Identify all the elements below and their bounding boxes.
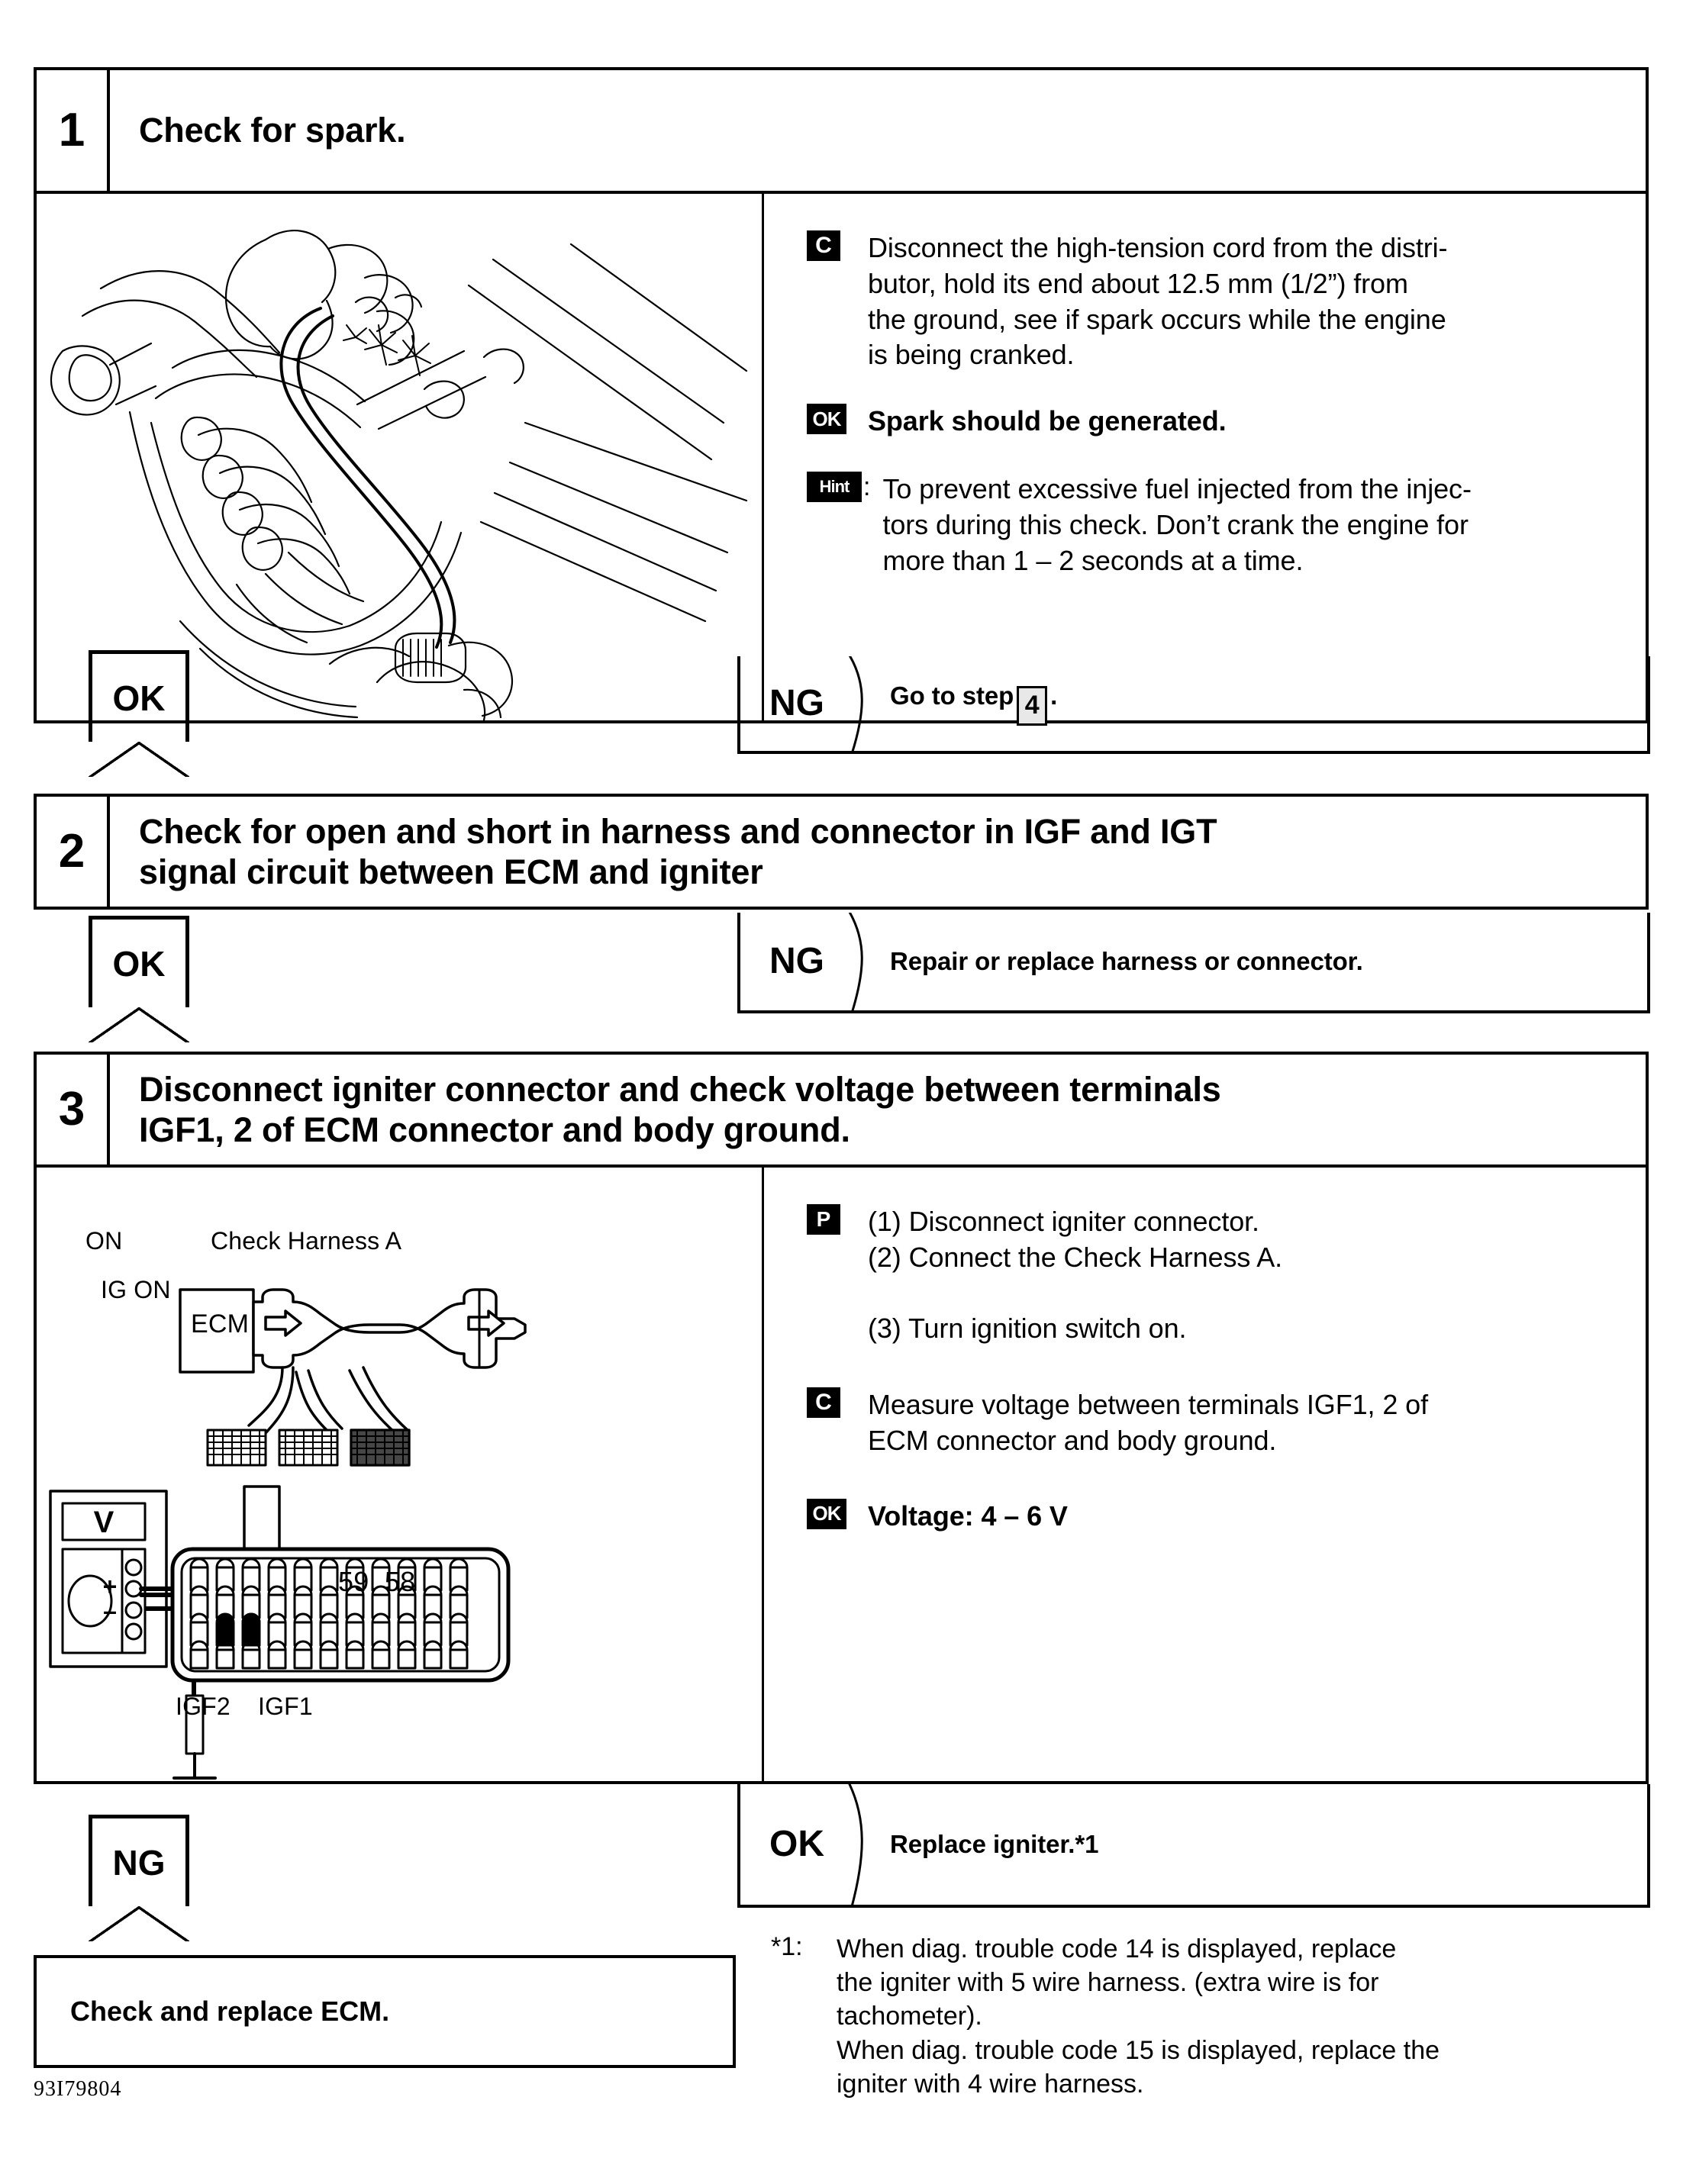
hint-colon: : [863,472,871,501]
footnote-line-3: tachometer). [837,2002,982,2031]
instruction-check-text [868,230,1616,373]
label-terminal-igf1: IGF1 [258,1693,313,1720]
step-2-ng-label: NG [769,941,824,981]
step-1-ng-action-prefix: Go to step [890,681,1014,710]
step-1-title-line-1: Check for spark. [139,111,406,150]
procedure-ok-voltage: Voltage: 4 – 6 V [868,1499,1068,1532]
step-2-ng-branch [737,913,1650,1013]
step-3-diagram-cell [37,1168,762,1781]
label-ig-on: IG ON [101,1276,171,1303]
branch-brace-icon [843,913,882,1010]
step-1-header [37,70,1646,194]
step-3-number: 3 [37,1055,110,1164]
step-1-ng-branch [737,656,1650,754]
step-3-title-line-1: Disconnect igniter connector and check voltage between terminals [139,1069,1221,1109]
procedure-row-p [807,1204,1616,1276]
tag-hint-icon: Hint [807,472,862,502]
step-1-number: 1 [37,70,110,191]
label-connector-ref-pins: 59, 58 [338,1566,416,1597]
instruction-hint-line-2: tors during this check. Don’t crank the engine for [882,508,1469,540]
footnote-line-5: igniter with 4 wire harness. [837,2069,1144,2099]
footnote-block [771,1932,1649,2101]
procedure-steps-text [868,1204,1282,1276]
step-3-ng-pentagon: NG [89,1815,189,1906]
step-2-ok-pentagon: OK [89,916,189,1007]
footnote-line-1: When diag. trouble code 14 is displayed, replace [837,1934,1397,1963]
procedure-item-3: (3) Turn ignition switch on. [868,1312,1187,1344]
step-3-body [37,1168,1646,1781]
step-2-bottom-rule [34,907,1649,910]
footnote-text [837,1932,1646,2101]
procedure-row-3 [807,1311,1616,1347]
instruction-hint-line-1: To prevent excessive fuel injected from the injec- [882,472,1472,504]
step-2-title-line-1: Check for open and short in harness and connector in IGF and IGT [139,811,1217,851]
instruction-check-line-4: is being cranked. [868,339,1075,371]
label-ecm: ECM [191,1309,250,1338]
step-3-procedure-cell [762,1168,1646,1781]
step-2-block [34,794,1649,910]
step-3-ok-label: OK [769,1824,824,1864]
procedure-row-c [807,1387,1616,1459]
result-box-label: Check and replace ECM. [70,1996,390,2027]
goto-step-box[interactable]: 4 [1017,686,1047,726]
footnote-line-4: When diag. trouble code 15 is displayed, replace the [837,2035,1440,2065]
step-3-title-line-2: IGF1, 2 of ECM connector and body ground. [139,1110,850,1149]
step-3-title [110,1055,1646,1164]
tag-c-icon: C [807,230,840,261]
result-box-check-replace-ecm [34,1955,736,2068]
procedure-row-ok [807,1499,1616,1535]
step-1-illustration-cell [37,194,762,720]
footnote-mark: *1: [771,1932,803,1961]
step-2-title [110,797,1646,907]
procedure-item-1: (1) Disconnect igniter connector. [868,1206,1259,1237]
step-3-ok-action: Replace igniter.*1 [890,1830,1099,1858]
instruction-check-line-3: the ground, see if spark occurs while the engine [868,303,1446,335]
svg-text:+: + [102,1573,118,1600]
procedure-measure-text [868,1387,1616,1459]
tag-ok-icon: OK [807,404,846,434]
step-1-ok-pentagon: OK [89,650,189,742]
branch-brace-icon [843,1784,882,1905]
step-2-ng-action: Repair or replace harness or connector. [890,947,1363,975]
step-1-block [34,67,1649,723]
step-1-ng-label: NG [769,683,824,723]
step-3-ok-branch [737,1784,1650,1908]
instruction-check-line-1: Disconnect the high-tension cord from the distri- [868,232,1448,263]
step-1-ng-action-suffix: . [1050,681,1058,710]
page-code: 93I79804 [34,2077,122,2101]
engine-spark-check-illustration [37,194,762,720]
step-1-title [110,70,1646,191]
procedure-measure-line-2: ECM connector and body ground. [868,1425,1277,1457]
step-1-body [37,194,1646,723]
step-3-header [37,1055,1646,1168]
tag-c-icon: C [807,1387,840,1418]
svg-text:V: V [93,1506,114,1539]
procedure-measure-line-1: Measure voltage between terminals IGF1, 2 of [868,1389,1428,1421]
tag-spacer [807,1311,840,1342]
instruction-hint-line-3: more than 1 – 2 seconds at a time. [882,544,1304,576]
svg-text:–: – [103,1597,117,1625]
instruction-row-hint [807,472,1616,578]
step-3-block [34,1052,1649,1784]
instruction-row-check [807,230,1616,373]
procedure-item-2: (2) Connect the Check Harness A. [868,1241,1283,1273]
tag-ok-icon: OK [807,1499,846,1529]
step-1-ng-action [890,681,1057,726]
label-terminal-igf2: IGF2 [176,1693,231,1720]
step-2-header [37,797,1646,907]
instruction-row-ok [807,404,1616,440]
tag-p-icon: P [807,1204,840,1235]
footnote-line-2: the igniter with 5 wire harness. (extra wire is for [837,1968,1379,1998]
instruction-check-line-2: butor, hold its end about 12.5 mm (1/2”) from [868,267,1408,299]
label-on: ON [85,1227,123,1255]
instruction-hint-text [882,472,1616,578]
step-2-number: 2 [37,797,110,907]
branch-brace-icon [843,656,882,751]
voltage-measurement-diagram [37,1168,762,1781]
label-check-harness-a: Check Harness A [211,1227,402,1255]
step-1-instructions-cell [762,194,1646,723]
step-2-title-line-2: signal circuit between ECM and igniter [139,852,763,891]
instruction-ok-text: Spark should be generated. [868,405,1227,437]
